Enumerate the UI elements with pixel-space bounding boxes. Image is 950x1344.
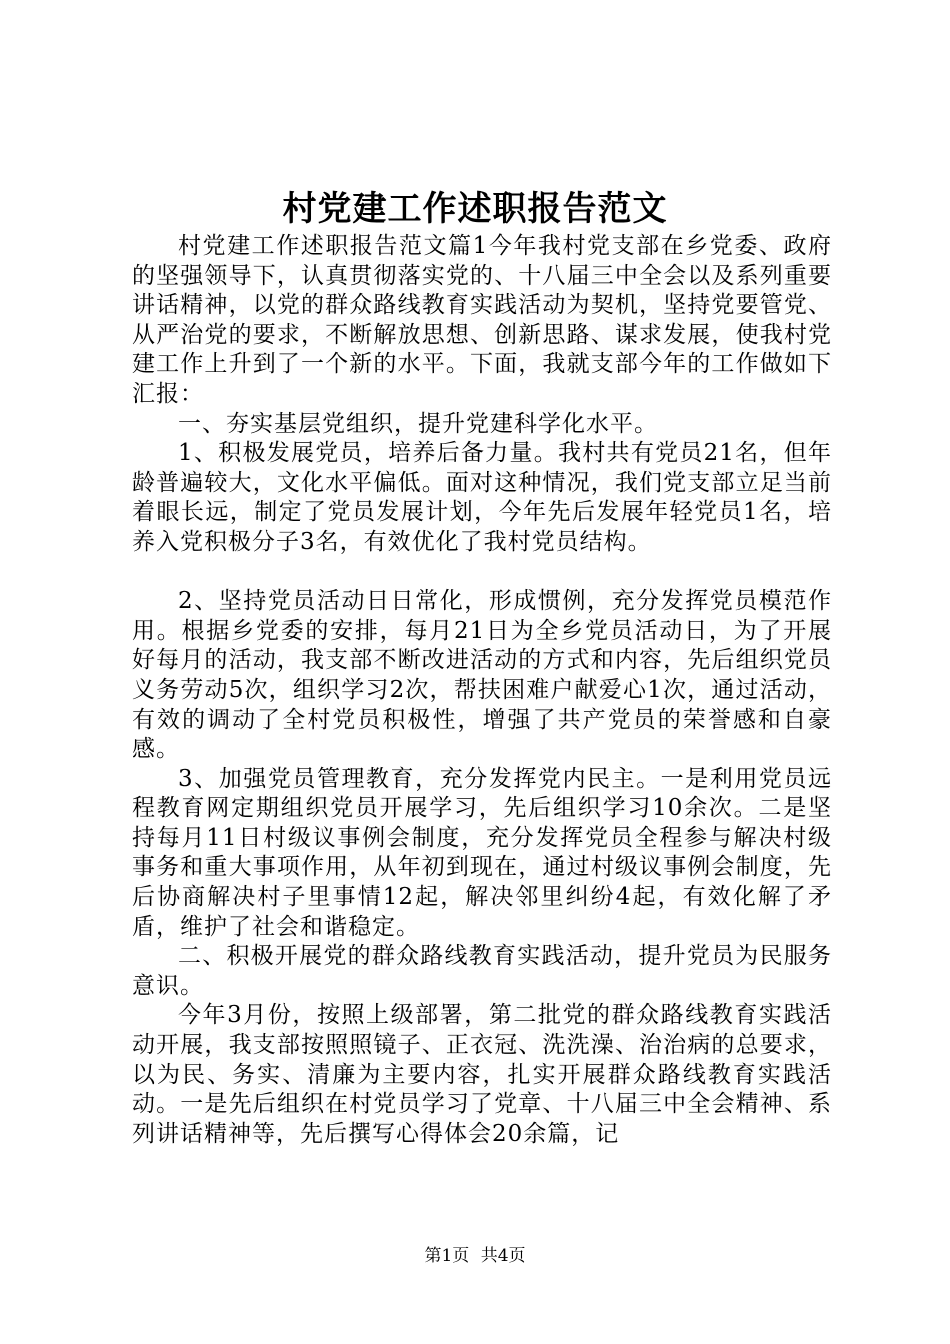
paragraph-section-2-body: 今年3月份，按照上级部署，第二批党的群众路线教育实践活动开展，我支部按照照镜子、正衣冠、洗洗澡、治治病的总要求，以为民、务实、清廉为主要内容，扎实开展群众路线教育实践活动。一是先后组织在村党员学习了党章、十八届三中全会精神、系列讲话精神等，先后撰写心得体会20余篇，记 [132,1002,832,1147]
page-footer [0,1244,950,1268]
paragraph-item-3: 3、加强党员管理教育，充分发挥党内民主。一是利用党员远程教育网定期组织党员开展学习，先后组织学习10余次。二是坚持每月11日村级议事例会制度，充分发挥党员全程参与解决村级事务和重大事项作用，从年初到现在，通过村级议事例会制度，先后协商解决村子里事情12起，解决邻里纠纷4起，有效化解了矛盾，维护了社会和谐稳定。 [132,765,832,940]
page-number: 第1页 [424,1246,470,1266]
paragraph-item-2: 2、坚持党员活动日日常化，形成惯例，充分发挥党员模范作用。根据乡党委的安排，每月21日为全乡党员活动日，为了开展好每月的活动，我支部不断改进活动的方式和内容，先后组织党员义务劳动5次，组织学习2次，帮扶困难户献爱心1次，通过活动，有效的调动了全村党员积极性，增强了共产党员的荣誉感和自豪感。 [132,588,832,763]
paragraph-item-1: 1、积极发展党员，培养后备力量。我村共有党员21名，但年龄普遍较大，文化水平偏低。面对这种情况，我们党支部立足当前着眼长远，制定了党员发展计划，今年先后发展年轻党员1名，培养入党积极分子3名，有效优化了我村党员结构。 [132,440,832,555]
document-title: 村党建工作述职报告范文 [282,189,668,229]
document-body [132,232,832,1149]
paragraph-section-2-heading: 二、积极开展党的群众路线教育实践活动，提升党员为民服务意识。 [132,943,832,999]
paragraph-section-1-heading: 一、夯实基层党组织，提升党建科学化水平。 [178,410,658,437]
paragraph-intro: 村党建工作述职报告范文篇1今年我村党支部在乡党委、政府的坚强领导下，认真贯彻落实党的、十八届三中全会以及系列重要讲话精神，以党的群众路线教育实践活动为契机，坚持党要管党、从严治党的要求，不断解放思想、创新思路、谋求发展，使我村党建工作上升到了一个新的水平。下面，我就支部今年的工作做如下汇报： [132,233,832,407]
page-total: 共4页 [480,1246,526,1266]
